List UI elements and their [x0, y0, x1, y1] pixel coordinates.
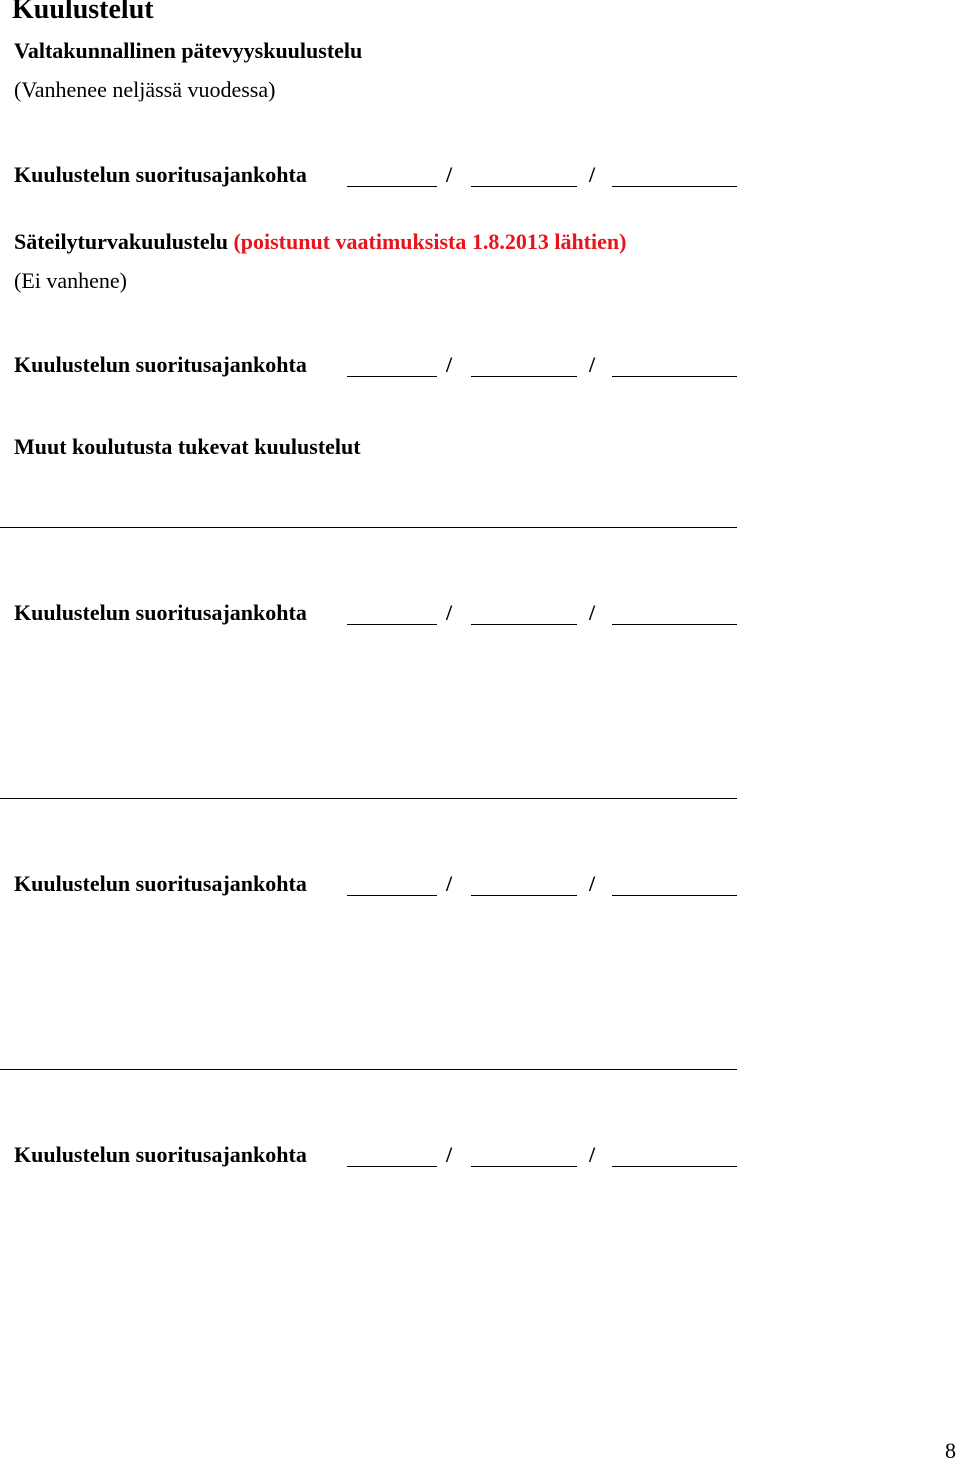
date-separator: /	[589, 162, 596, 187]
date-separator: /	[446, 352, 453, 377]
year-blank[interactable]	[612, 624, 737, 625]
page-title: Kuulustelut	[12, 0, 154, 25]
date-row-other-exam-3	[14, 1142, 744, 1172]
year-blank[interactable]	[612, 1166, 737, 1167]
day-blank[interactable]	[347, 1166, 437, 1167]
month-blank[interactable]	[471, 624, 577, 625]
date-separator: /	[446, 600, 453, 625]
date-separator: /	[589, 600, 596, 625]
removed-requirement-note: (poistunut vaatimuksista 1.8.2013 lähtien)	[233, 229, 627, 254]
date-separator: /	[589, 352, 596, 377]
date-label: Kuulustelun suoritusajankohta	[14, 600, 307, 625]
date-separator: /	[446, 1142, 453, 1167]
year-blank[interactable]	[612, 186, 737, 187]
day-blank[interactable]	[347, 186, 437, 187]
date-label: Kuulustelun suoritusajankohta	[14, 1142, 307, 1167]
year-blank[interactable]	[612, 895, 737, 896]
exam-name-line[interactable]	[0, 1069, 737, 1070]
month-blank[interactable]	[471, 1166, 577, 1167]
section-heading-other-exams: Muut koulutusta tukevat kuulustelut	[14, 434, 361, 459]
date-separator: /	[589, 871, 596, 896]
date-label: Kuulustelun suoritusajankohta	[14, 352, 307, 377]
month-blank[interactable]	[471, 376, 577, 377]
month-blank[interactable]	[471, 895, 577, 896]
section-heading-national-exam: Valtakunnallinen pätevyyskuulustelu	[14, 38, 363, 63]
year-blank[interactable]	[612, 376, 737, 377]
date-row-other-exam-2	[14, 871, 744, 901]
exam-name-line[interactable]	[0, 527, 737, 528]
page-number: 8	[945, 1438, 956, 1463]
date-row-other-exam-1	[14, 600, 744, 630]
no-expiry-note: (Ei vanhene)	[14, 268, 127, 293]
day-blank[interactable]	[347, 376, 437, 377]
date-label: Kuulustelun suoritusajankohta	[14, 871, 307, 896]
date-label: Kuulustelun suoritusajankohta	[14, 162, 307, 187]
exam-name-line[interactable]	[0, 798, 737, 799]
date-row-national-exam	[14, 162, 744, 192]
radiation-exam-title: Säteilyturvakuulustelu	[14, 229, 228, 254]
date-separator: /	[589, 1142, 596, 1167]
month-blank[interactable]	[471, 186, 577, 187]
date-separator: /	[446, 871, 453, 896]
day-blank[interactable]	[347, 895, 437, 896]
section-heading-radiation-exam	[14, 229, 626, 255]
validity-note: (Vanhenee neljässä vuodessa)	[14, 77, 276, 102]
date-row-radiation-exam	[14, 352, 744, 382]
date-separator: /	[446, 162, 453, 187]
day-blank[interactable]	[347, 624, 437, 625]
